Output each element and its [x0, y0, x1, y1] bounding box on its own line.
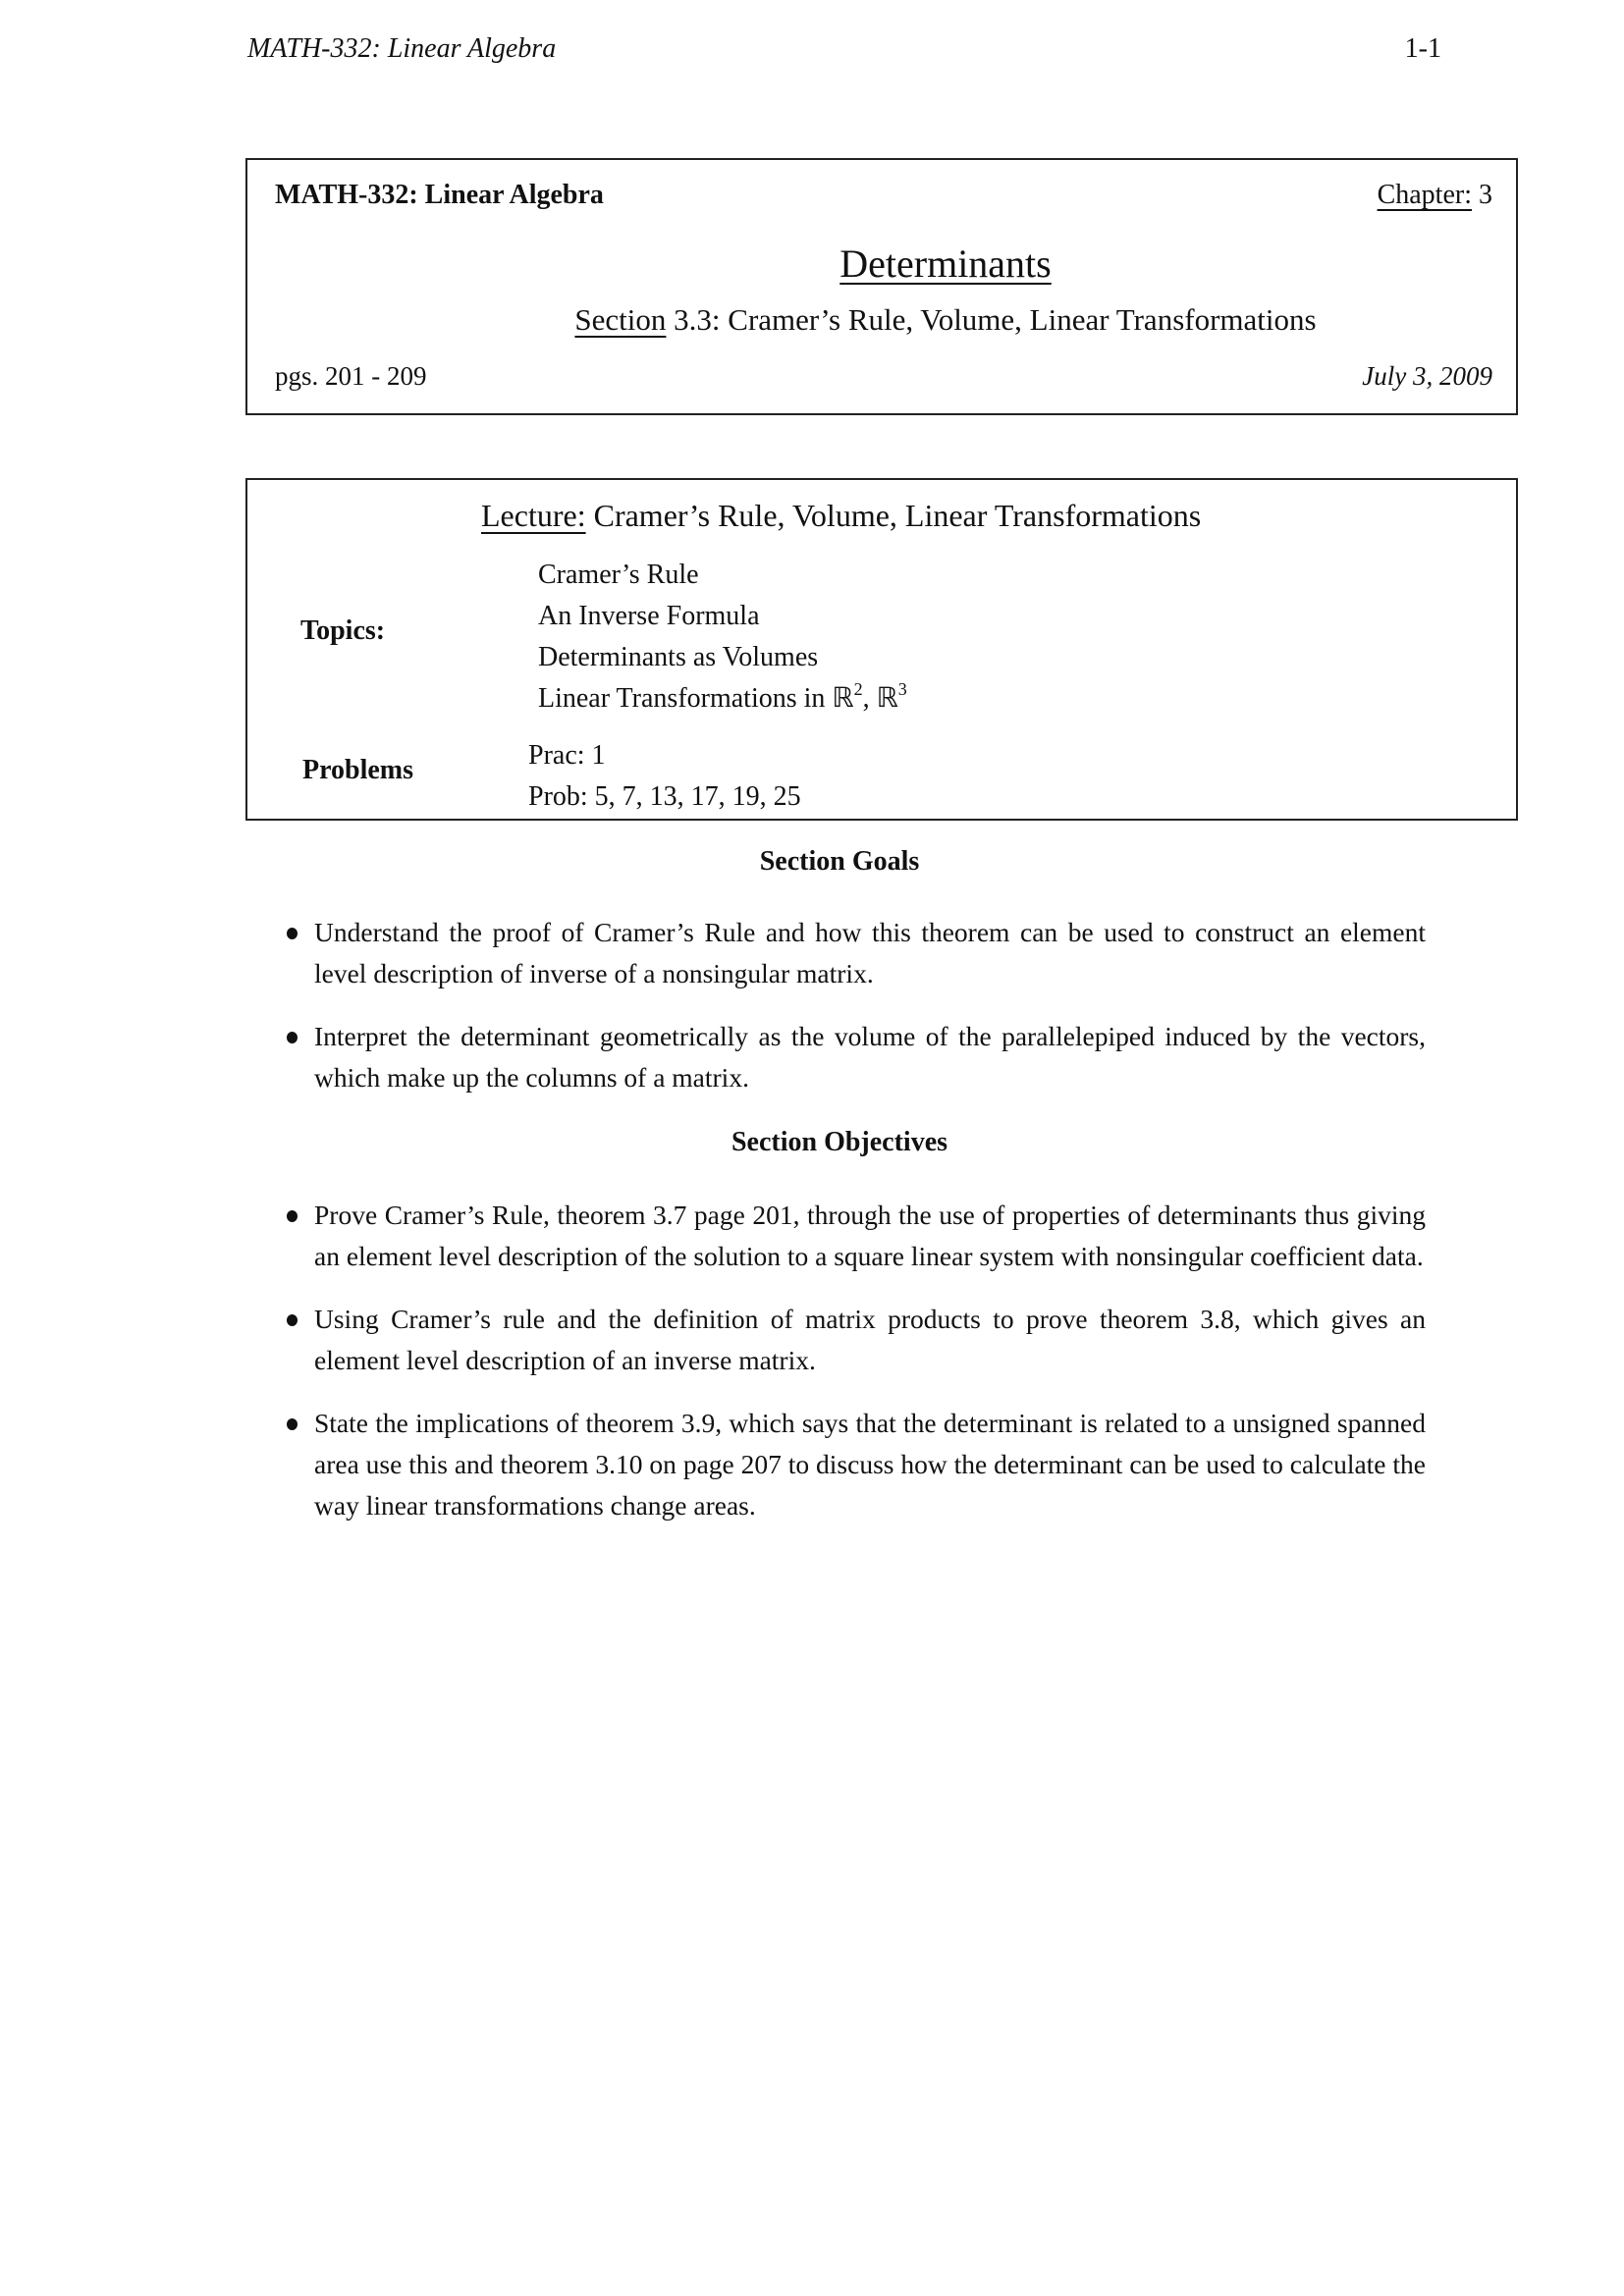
problems-list: [528, 735, 801, 818]
topic-item: Cramer’s Rule: [538, 560, 699, 590]
section-goals-list: [314, 912, 1426, 1120]
section-objectives-list: [314, 1195, 1426, 1548]
list-item-text: Prove Cramer’s Rule, theorem 3.7 page 201, through the use of properties of determinants thus giving an element level description of the solution to a square linear system with nonsingular coefficient data.: [314, 1200, 1426, 1271]
lecture-label: Lecture:: [481, 498, 586, 533]
topic-text: Linear Transformations in ℝ: [538, 683, 854, 714]
lecture-box: [245, 478, 1518, 821]
bullet-icon: [287, 1418, 298, 1430]
running-header-title: MATH-332: Linear Algebra: [247, 33, 557, 64]
topics-label: Topics:: [300, 615, 386, 646]
bullet-icon: [287, 1210, 298, 1222]
title-box: [245, 158, 1518, 415]
section-title: [247, 302, 1516, 338]
section-objectives-heading: Section Objectives: [731, 1127, 948, 1157]
chapter-title: [247, 240, 1516, 287]
list-item: [314, 1016, 1426, 1098]
bullet-icon: [287, 1032, 298, 1043]
lecture-text: Cramer’s Rule, Volume, Linear Transformations: [593, 498, 1202, 533]
chapter-info: [1378, 180, 1492, 211]
superscript: 2: [853, 679, 863, 699]
list-item: [314, 912, 1426, 994]
date: July 3, 2009: [1362, 361, 1492, 391]
section-label: Section: [574, 302, 667, 337]
bullet-icon: [287, 928, 298, 939]
superscript: 3: [897, 679, 907, 699]
list-item-text: Understand the proof of Cramer’s Rule and how this theorem can be used to construct an element level description of inverse of a nonsingular matrix.: [314, 917, 1426, 988]
problem-item: Prob: 5, 7, 13, 17, 19, 25: [528, 781, 801, 812]
chapter-number: 3: [1479, 180, 1492, 210]
list-item-text: State the implications of theorem 3.9, which says that the determinant is related to a unsigned spanned area use this and theorem 3.10 on page 207 to discuss how the determinant can be used to calculate the way linear transformations change areas.: [314, 1408, 1426, 1521]
list-item: [314, 1299, 1426, 1381]
section-text: 3.3: Cramer’s Rule, Volume, Linear Transformations: [674, 302, 1317, 337]
list-item-text: Interpret the determinant geometrically as the volume of the parallelepiped induced by the vectors, which make up the columns of a matrix.: [314, 1021, 1426, 1093]
list-item-text: Using Cramer’s rule and the definition of matrix products to prove theorem 3.8, which gives an element level description of an inverse matrix.: [314, 1304, 1426, 1375]
topic-item: Determinants as Volumes: [538, 642, 819, 672]
bullet-icon: [287, 1314, 298, 1326]
lecture-title: [481, 498, 1201, 534]
topic-text: , ℝ: [862, 683, 898, 714]
list-item: [314, 1403, 1426, 1526]
page-range: pgs. 201 - 209: [275, 361, 427, 391]
list-item: [314, 1195, 1426, 1277]
topics-list: [538, 555, 907, 720]
problem-item: Prac: 1: [528, 740, 606, 771]
chapter-label: Chapter:: [1377, 180, 1472, 210]
problems-label: Problems: [302, 755, 414, 785]
topic-item: An Inverse Formula: [538, 601, 760, 631]
course-name: MATH-332: Linear Algebra: [275, 180, 604, 210]
section-goals-heading: Section Goals: [759, 846, 920, 877]
topic-item: [538, 678, 907, 720]
page-number: 1-1: [1404, 33, 1441, 64]
chapter-title-text: Determinants: [839, 241, 1052, 286]
